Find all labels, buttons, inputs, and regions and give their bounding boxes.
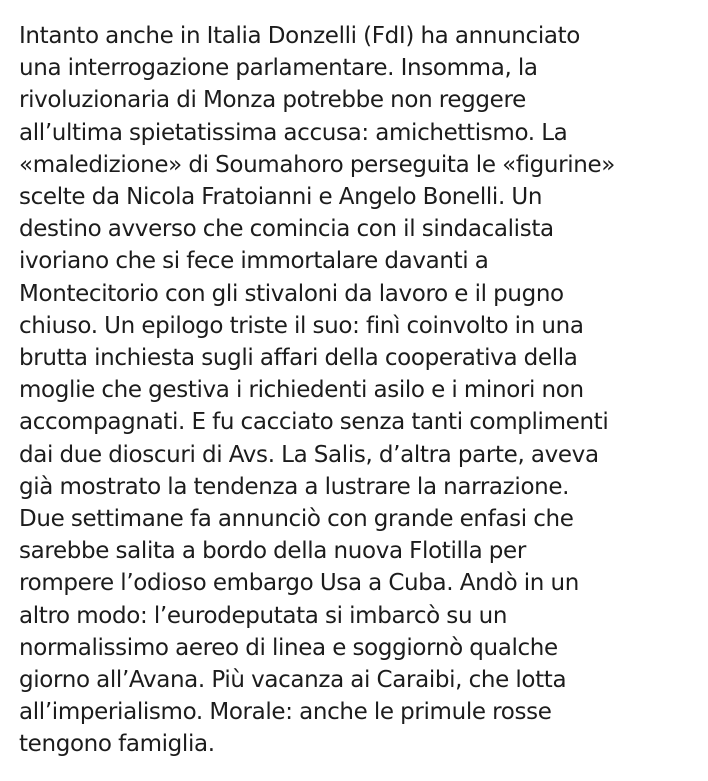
paragraph-line: altro modo: l’eurodeputata si imbarcò su un: [19, 602, 508, 629]
paragraph-line: scelte da Nicola Fratoianni e Angelo Bonelli. Un: [19, 184, 543, 211]
paragraph-line: all’imperialismo. Morale: anche le primule rosse: [19, 699, 552, 726]
paragraph-line: rompere l’odioso embargo Usa a Cuba. Andò in un: [19, 570, 579, 597]
paragraph-line: moglie che gestiva i richiedenti asilo e i minori non: [19, 377, 584, 404]
paragraph-line: brutta inchiesta sugli affari della cooperativa della: [19, 345, 578, 372]
article-paragraph: [19, 20, 699, 761]
paragraph-line: rivoluzionaria di Monza potrebbe non reggere: [19, 87, 526, 114]
paragraph-line: accompagnati. E fu cacciato senza tanti complimenti: [19, 409, 609, 436]
paragraph-line: ivoriano che si fece immortalare davanti a: [19, 248, 489, 275]
paragraph-line: all’ultima spietatissima accusa: amichettismo. La: [19, 119, 568, 146]
paragraph-line: già mostrato la tendenza a lustrare la narrazione.: [19, 473, 570, 500]
paragraph-line: giorno all’Avana. Più vacanza ai Caraibi, che lotta: [19, 667, 567, 694]
paragraph-line: Due settimane fa annunciò con grande enfasi che: [19, 506, 574, 533]
paragraph-line: destino avverso che comincia con il sindacalista: [19, 216, 554, 243]
paragraph-line: chiuso. Un epilogo triste il suo: finì coinvolto in una: [19, 312, 584, 339]
paragraph-line: una interrogazione parlamentare. Insomma, la: [19, 55, 538, 82]
paragraph-line: Intanto anche in Italia Donzelli (FdI) ha annunciato: [19, 23, 581, 49]
paragraph-line: tengono famiglia.: [19, 731, 215, 758]
paragraph-line: dai due dioscuri di Avs. La Salis, d’altra parte, aveva: [19, 441, 599, 468]
paragraph-line: Montecitorio con gli stivaloni da lavoro e il pugno: [19, 280, 564, 307]
paragraph-line: normalissimo aereo di linea e soggiornò qualche: [19, 634, 558, 661]
paragraph-line: sarebbe salita a bordo della nuova Flotilla per: [19, 538, 526, 565]
paragraph-line: «maledizione» di Soumahoro perseguita le «figurine»: [19, 151, 615, 178]
